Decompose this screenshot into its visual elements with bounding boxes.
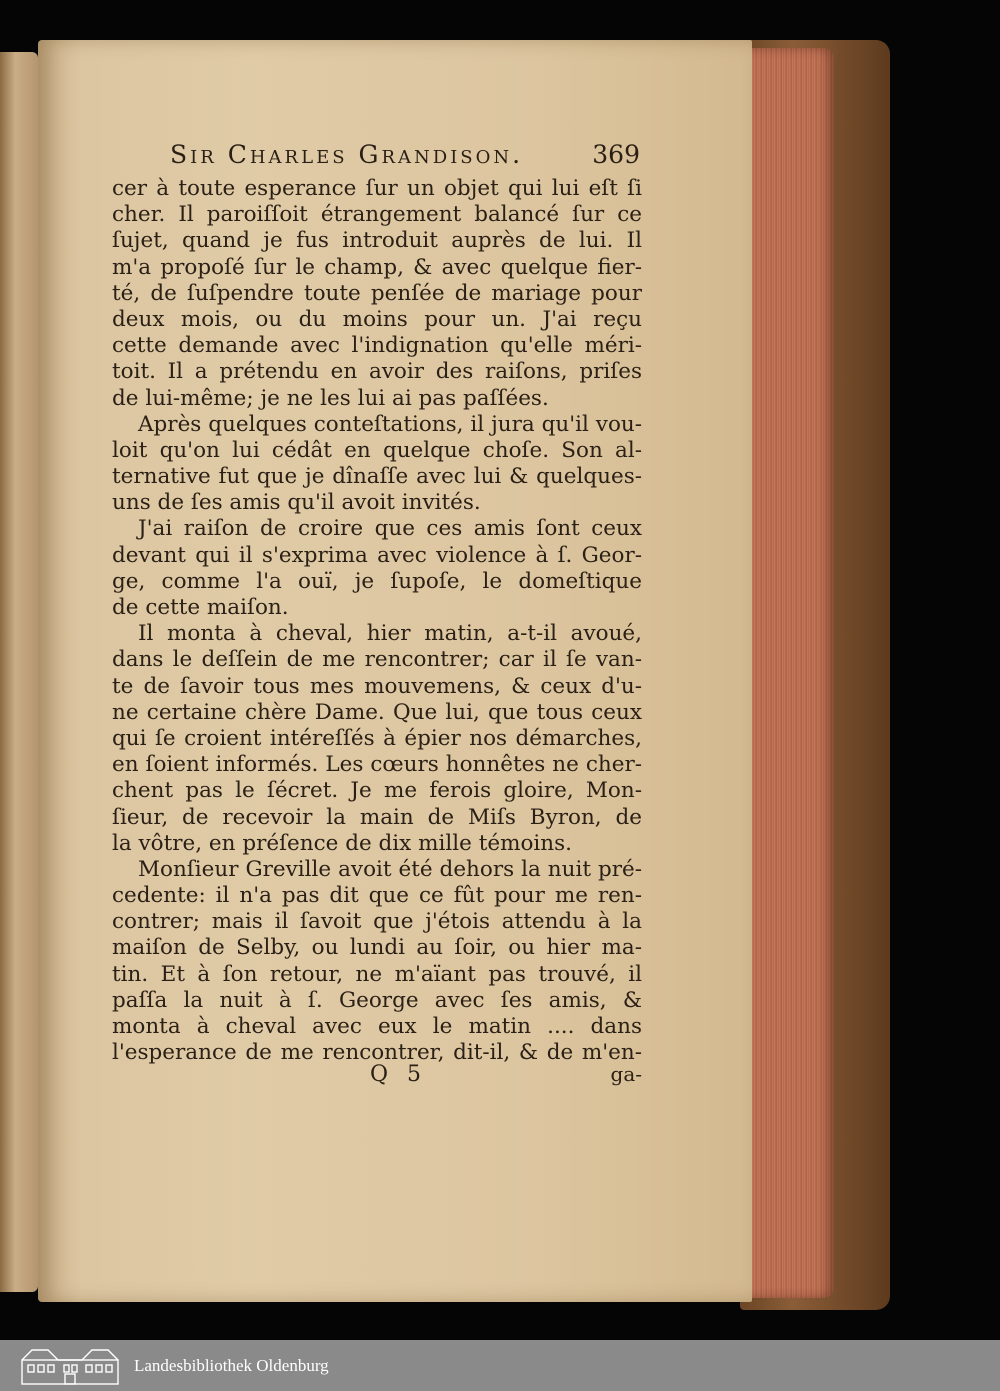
- text-line: ne certaine chère Dame. Que lui, que tous ceux: [112, 699, 642, 725]
- text-line: cer à toute esperance ſur un objet qui lui eſt ſi: [112, 176, 642, 201]
- text-line: J'ai raiſon de croire que ces amis ſont ceux: [138, 516, 642, 542]
- text-line: cedente: il n'a pas dit que ce fût pour me ren-: [112, 883, 642, 909]
- text-line: qui ſe croient intéreſſés à épier nos démarches,: [112, 725, 642, 751]
- text-line: tin. Et à ſon retour, ne m'aïant pas trouvé, il: [112, 961, 642, 987]
- text-line: té, de ſuſpendre toute penſée de mariage pour: [112, 280, 642, 306]
- text-line: ternative fut que je dînaſſe avec lui & quelques-: [112, 464, 642, 490]
- signature-mark: Q 5: [370, 1062, 428, 1087]
- text-line: contrer; mais il ſavoit que j'étois attendu à la: [112, 909, 642, 935]
- text-line: chent pas le ſécret. Je me ferois gloire, Mon-: [112, 778, 642, 804]
- page-footer: [112, 1062, 642, 1092]
- text-line: te de ſavoir tous mes mouvemens, & ceux d'u-: [112, 673, 642, 699]
- text-line: Il monta à cheval, hier matin, a-t-il avoué,: [138, 621, 642, 647]
- library-name: Landesbibliothek Oldenburg: [134, 1355, 329, 1375]
- text-line: dans le deſſein de me rencontrer; car il ſe van-: [112, 647, 642, 673]
- text-line: uns de ſes amis qu'il avoit invités.: [112, 490, 481, 516]
- page-fore-edge: [748, 48, 834, 1298]
- text-line: ge, comme l'a ouï, je ſupoſe, le domeſtique: [112, 568, 642, 594]
- running-title: Sir Charles Grandison.: [170, 140, 524, 169]
- library-banner: [0, 1340, 1000, 1391]
- text-line: ſieur, de recevoir la main de Miſs Byron, de: [112, 804, 642, 830]
- text-line: la vôtre, en préſence de dix mille témoins.: [112, 830, 573, 856]
- text-line: devant qui il s'exprima avec violence à ſ. Geor-: [112, 542, 642, 568]
- text-line: m'a propoſé ſur le champ, & avec quelque fier-: [112, 254, 642, 280]
- text-line: cette demande avec l'indignation qu'elle méri-: [112, 333, 642, 359]
- text-line: maiſon de Selby, ou lundi au ſoir, ou hier ma-: [112, 935, 642, 961]
- text-line: monta à cheval avec eux le matin .... dans: [112, 1014, 642, 1039]
- previous-page-edge: [0, 52, 38, 1292]
- text-line: l'esperance de me rencontrer, dit-il, & de m'en-: [112, 1040, 642, 1066]
- catchword: ga-: [610, 1062, 642, 1086]
- text-line: cher. Il paroiſſoit étrangement balancé ſur ce: [112, 202, 642, 228]
- text-line: Après quelques conteſtations, il jura qu'il vou-: [138, 411, 642, 437]
- text-line: Monſieur Greville avoit été dehors la nuit pré-: [138, 856, 642, 882]
- body-text: [112, 176, 642, 1066]
- text-line: deux mois, ou du moins pour un. J'ai reçu: [112, 306, 642, 332]
- text-line: loit qu'on lui cédât en quelque choſe. Son al-: [112, 437, 642, 463]
- text-line: en ſoient informés. Les cœurs honnêtes ne cher-: [112, 752, 642, 778]
- text-line: de lui-même; je ne les lui ai pas paſſées.: [112, 385, 549, 411]
- page-number: 369: [592, 140, 640, 169]
- text-line: paſſa la nuit à ſ. George avec ſes amis, &: [112, 987, 642, 1013]
- page-header: [170, 140, 640, 174]
- library-building-icon: [20, 1346, 120, 1386]
- text-line: ſujet, quand je fus introduit auprès de lui. Il: [112, 228, 642, 254]
- text-line: toit. Il a prétendu en avoir des raiſons, priſes: [112, 359, 642, 385]
- text-line: de cette maiſon.: [112, 595, 289, 620]
